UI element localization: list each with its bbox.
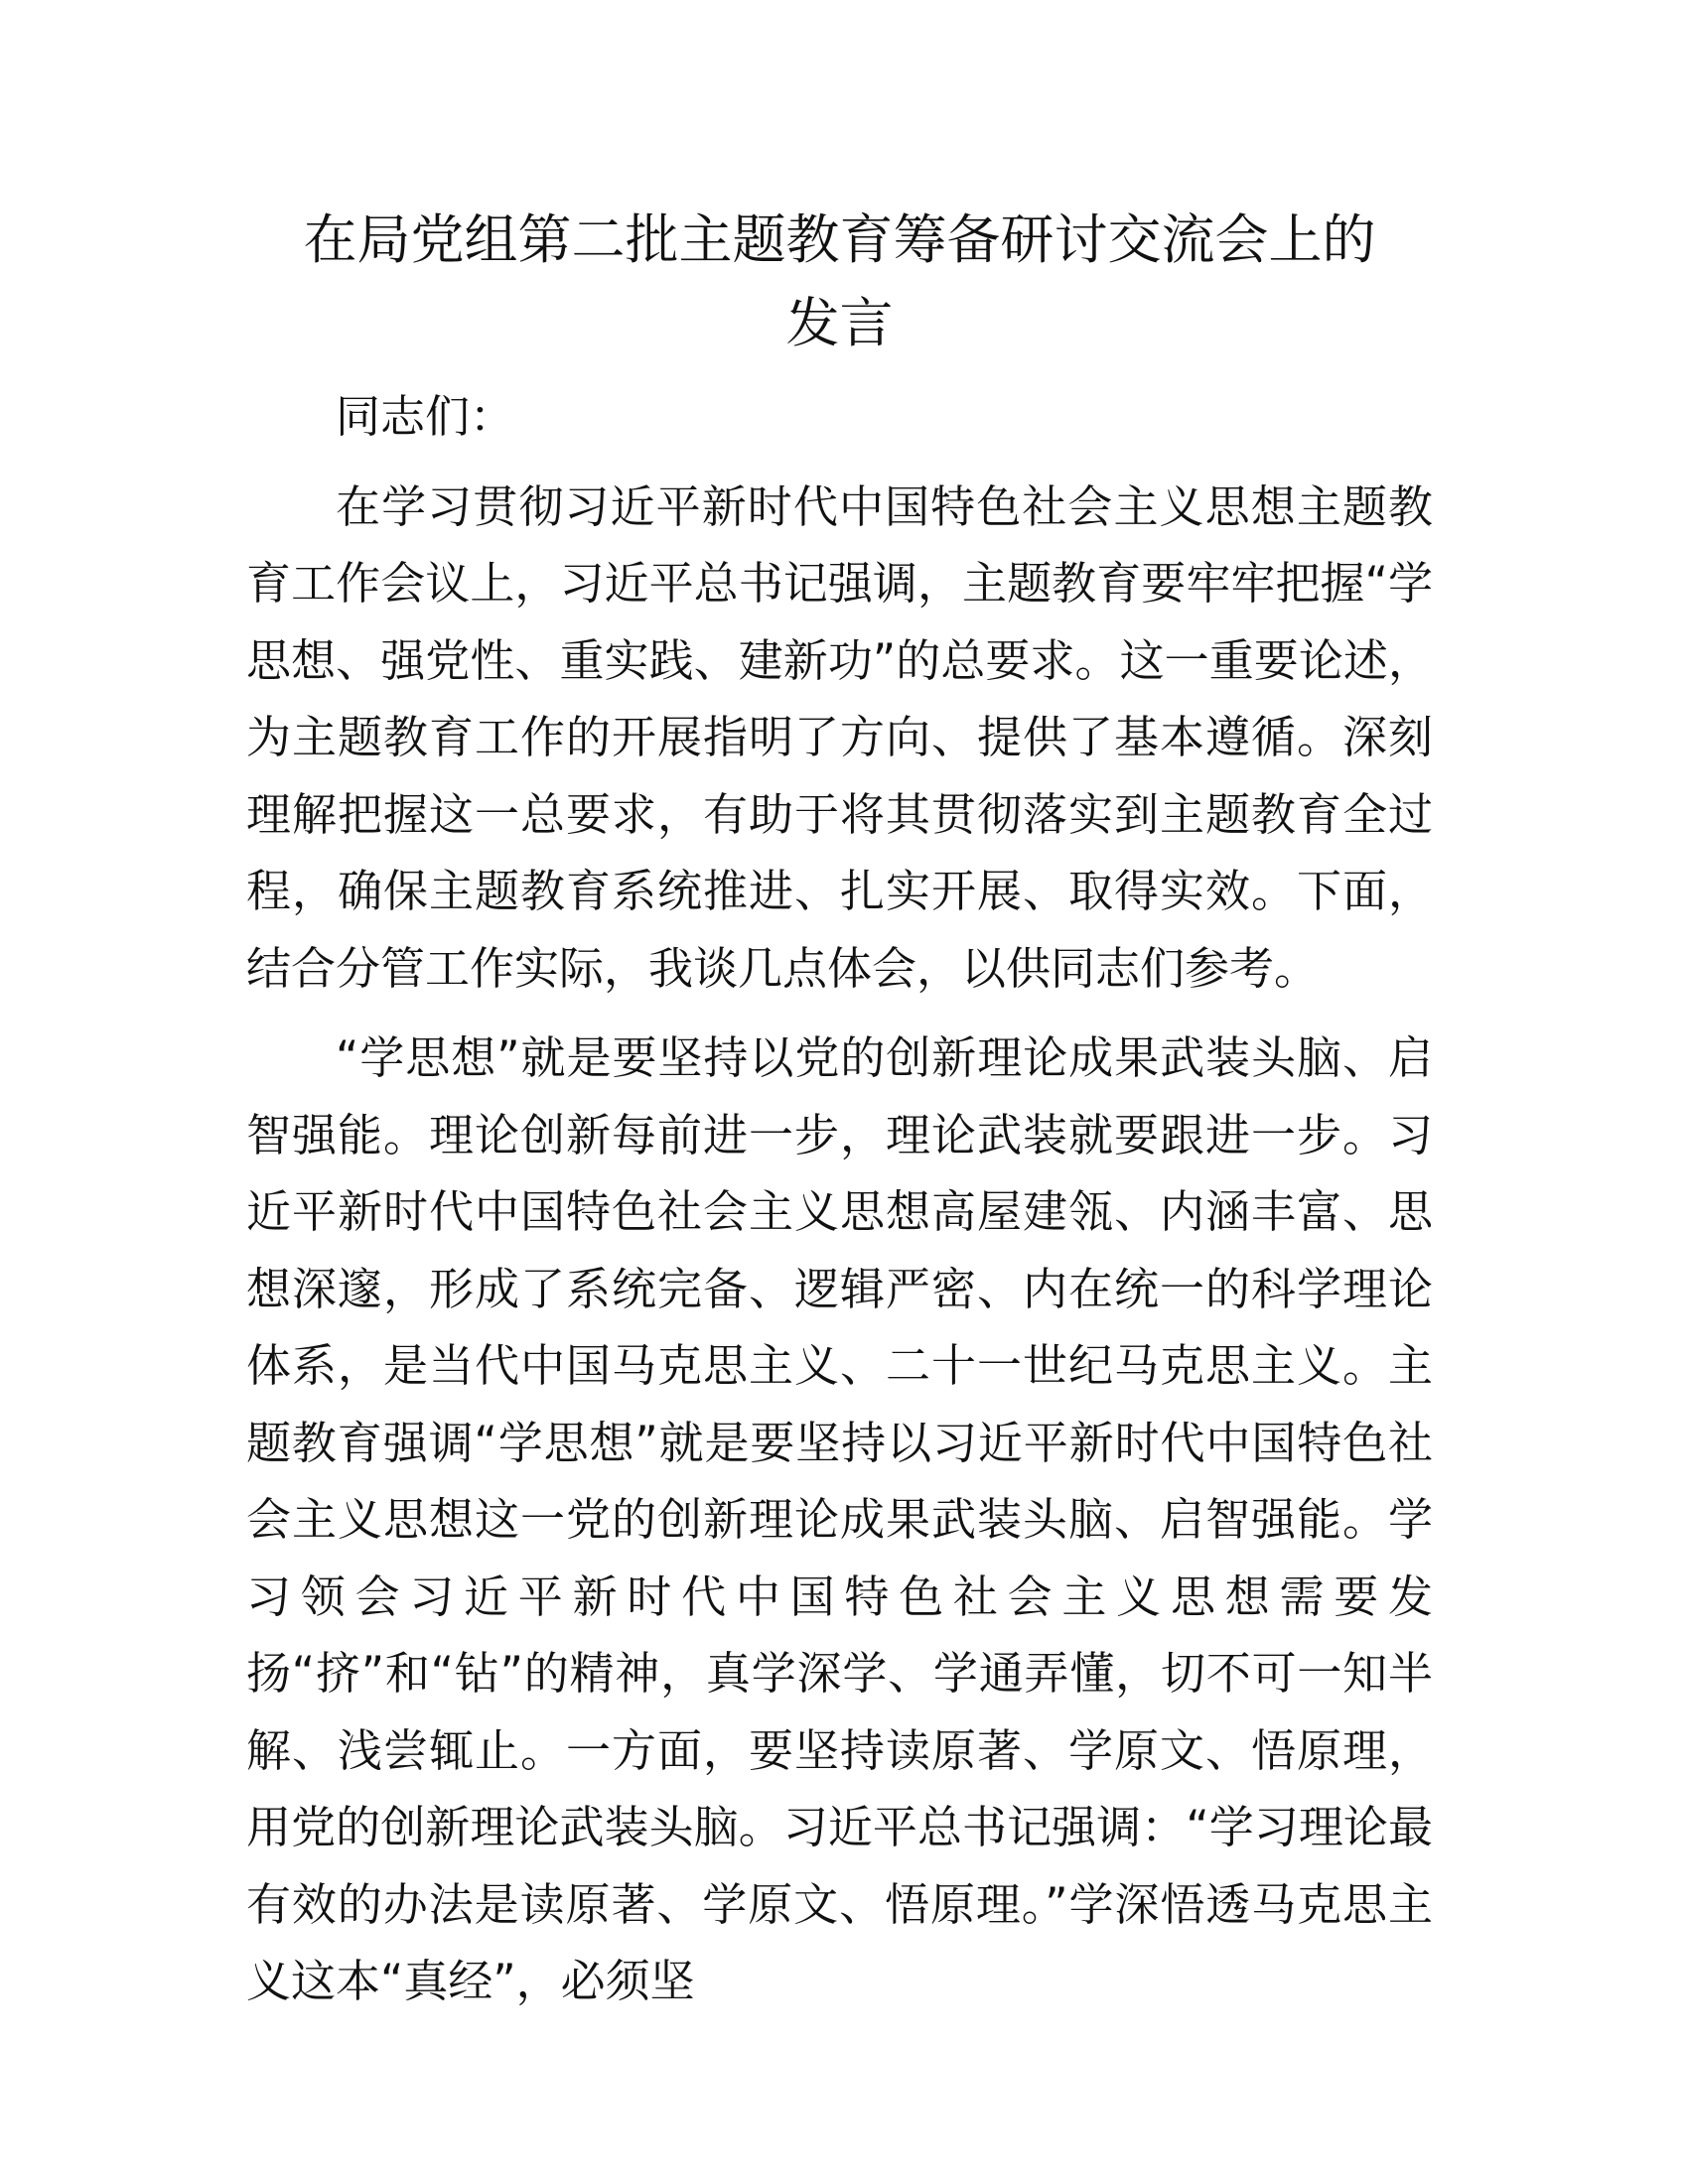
document-title [246, 199, 1433, 365]
title-line-1: 在局党组第二批主题教育筹备研讨交流会上的 [303, 208, 1376, 271]
paragraph-intro: 在学习贯彻习近平新时代中国特色社会主义思想主题教育工作会议上，习近平总书记强调，主题教育要牢牢把握“学思想、强党性、重实践、建新功”的总要求。这一重要论述，为主题教育工作的开展指明了方向、提供了基本遵循。深刻理解把握这一总要求，有助于将其贯彻落实到主题教育全过程，确保主题教育系统推进、扎实开展、取得实效。下面，结合分管工作实际，我谈几点体会，以供同志们参考。 [246, 479, 1433, 995]
document-body [246, 378, 1433, 2020]
document-page [246, 199, 1433, 2020]
salutation: 同志们： [336, 390, 515, 443]
paragraph-study-thought: “学思想”就是要坚持以党的创新理论成果武装头脑、启智强能。理论创新每前进一步，理论武装就要跟进一步。习近平新时代中国特色社会主义思想高屋建瓴、内涵丰富、思想深邃，形成了系统完备、逻辑严密、内在统一的科学理论体系，是当代中国马克思主义、二十一世纪马克思主义。主题教育强调“学思想”就是要坚持以习近平新时代中国特色社会主义思想这一党的创新理论成果武装头脑、启智强能。学习领会习近平新时代中国特色社会主义思想需要发扬“挤”和“钻”的精神，真学深学、学通弄懂，切不可一知半解、浅尝辄止。一方面，要坚持读原著、学原文、悟原理，用党的创新理论武装头脑。习近平总书记强调：“学习理论最有效的办法是读原著、学原文、悟原理。”学深悟透马克思主义这本“真经”，必须坚 [246, 1031, 1433, 2007]
title-line-2: 发言 [785, 292, 894, 354]
